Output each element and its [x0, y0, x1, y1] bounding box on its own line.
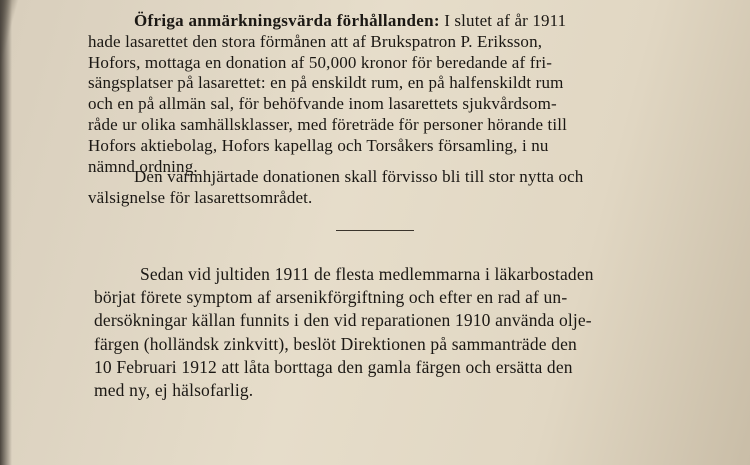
paragraph-donation: [88, 11, 648, 177]
text-line: välsignelse för lasarettsområdet.: [88, 187, 313, 207]
text-line: börjat förete symptom af arsenikförgiftning och efter en rad af un-: [94, 287, 568, 308]
paragraph-arsenic: [94, 263, 654, 402]
section-heading: Öfriga anmärkningsvärda förhållanden:: [134, 11, 440, 30]
text-line: hade lasarettet den stora förmånen att af Brukspatron P. Eriksson,: [88, 31, 543, 51]
text-line: Den varmhjärtade donationen skall förvisso bli till stor nytta och: [134, 167, 584, 186]
text-line: sängsplatser på lasarettet: en på enskildt rum, en på halfenskildt rum: [88, 73, 564, 93]
text-line: Hofors, mottaga en donation af 50,000 kronor för beredande af fri-: [88, 52, 553, 72]
text-line: Öfriga anmärkningsvärda förhållanden: I slutet af år 1911: [134, 11, 567, 30]
text-line: råde ur olika samhällsklasser, med företräde för personer hörande till: [88, 114, 568, 134]
page-edge-shadow: [0, 0, 12, 465]
text-line: färgen (holländsk zinkvitt), beslöt Direktionen på sammanträde den: [94, 333, 577, 354]
section-divider: [336, 230, 414, 231]
text-line: och en på allmän sal, för behöfvande inom lasarettets sjukvårdsom-: [88, 94, 557, 114]
text-line: med ny, ej hälsofarlig.: [94, 380, 254, 401]
text-line: 10 Februari 1912 att låta borttaga den gamla färgen och ersätta den: [94, 356, 573, 377]
text-line: Sedan vid jultiden 1911 de flesta medlemmarna i läkarbostaden: [140, 264, 594, 284]
text-line: nämnd ordning.: [88, 156, 198, 176]
text-line: Hofors aktiebolag, Hofors kapellag och Torsåkers församling, i nu: [88, 135, 549, 155]
paragraph-thanks: [88, 167, 648, 209]
text-line: dersökningar källan funnits i den vid reparationen 1910 använda olje-: [94, 310, 592, 331]
